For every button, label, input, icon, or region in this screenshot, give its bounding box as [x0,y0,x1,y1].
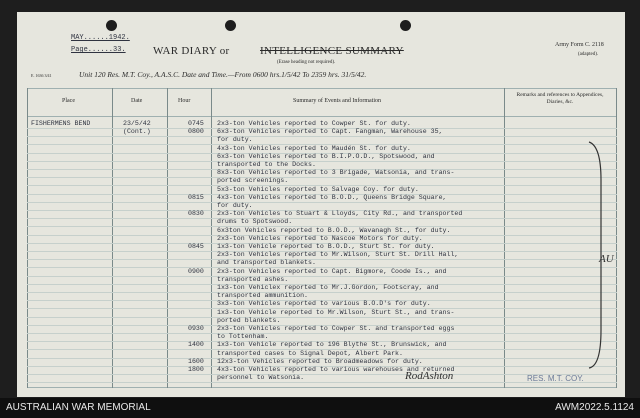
col-header-remarks: Remarks and references to Appendices, Diaries, &c. [516,92,604,105]
entry-summary: and transported blankets. [217,259,316,267]
entry-summary: for duty. [217,202,253,209]
punch-hole [400,20,411,31]
row-rule [27,333,617,334]
col-header-place: Place [62,98,75,104]
column-divider [504,88,505,388]
diary-page [17,12,625,397]
entry-summary: 4x3-ton Vehicles reported to Maudén St. for duty. [217,144,411,152]
column-divider [211,88,212,388]
archive-footer [0,398,640,418]
entry-summary: 4x3-ton Vehicles reported to B.O.D., Queens Bridge Square, [217,193,447,201]
entry-place: FISHERMENS BEND [31,120,91,127]
footer-institution: AUSTRALIAN WAR MEMORIAL [6,402,151,413]
army-form: Army Form C. 2118 [555,42,604,48]
entry-hour: 0745 [188,120,204,127]
entry-summary: 2x3-ton Vehicles reported to Mr.Wilson, Sturt St. Drill Hall, [217,251,459,259]
entry-date: 23/5/42 [123,120,151,127]
row-rule [27,161,617,162]
entry-summary: 1x3-ton Vehiclex reported to Mr.J.Gordon, Footscray, and [217,284,439,291]
entry-hour: 1800 [188,366,204,373]
subtitle: (Erase heading not required). [277,60,336,65]
entry-summary: 6x3-ton Vehicles reported to B.I.P.O.D., Spotswood, and [217,152,435,160]
title-war-diary: WAR DIARY or [153,45,230,57]
entry-hour: 0815 [188,193,204,201]
entry-summary: 2x3-ton Vehicles reported to Capt. Bigmore, Coode Is., and [217,267,447,275]
entry-summary: 3x3-ton Vehicles reported to various B.O.D's for duty. [217,300,431,308]
entry-summary: 6x3-ton Vehicles reported to Capt. Fangman, Warehouse 35, [217,128,443,136]
entry-summary: 2x3-ton Vehicles to Stuart & Lloyds, City Rd., and transported [217,210,463,218]
entry-summary: 2x3-ton Vehicles reported to Cowper St. for duty. [217,120,411,127]
entry-summary: personnel to Watsonia. [217,374,305,382]
entry-summary: 2x3-ton Vehicles reported to Nascoe Motors for duty. [217,234,423,242]
entry-summary: 2x3-ton Vehicles reported to Cowper St. and transported eggs [217,325,455,332]
entry-hour: 0930 [188,325,204,332]
entry-hour: 0900 [188,267,204,275]
remarks-initials: AU [599,253,614,265]
entry-summary: to Tottenham. [217,333,269,341]
entry-date: (Cont.) [123,128,151,136]
entry-summary: transported ashes. [217,275,289,283]
unit-line: Unit 120 Res. M.T. Coy., A.A.S.C. Date and Time.—From 0600 hrs.1/5/42 To 2359 hrs. 31/5/42. [79,70,367,79]
month-field: MAY......1942. [71,34,130,42]
entry-summary: transported cases to Signal Depot, Albert Park. [217,349,403,357]
entry-hour: 1400 [188,341,204,349]
table-top-border [27,88,617,89]
header-divider [27,116,617,117]
row-rule [27,317,617,318]
entry-summary: 4x3-ton Vehicles reported to various warehouses and returned [217,366,455,373]
diary-table [27,88,617,388]
punch-hole [225,20,236,31]
signature: RodAshton [405,370,454,382]
row-rule [27,177,617,178]
entry-summary: transported to the Docks. [217,161,316,168]
column-divider [112,88,113,388]
entry-hour: 0800 [188,128,204,136]
column-divider [167,88,168,388]
col-header-summary: Summary of Events and Information [293,98,381,104]
entry-summary: ported screenings. [217,177,289,185]
entry-summary: 5x3-ton Vehicles reported to Salvage Coy. for duty. [217,185,419,193]
entry-summary: transported ammunition. [217,292,309,300]
row-rule [27,276,617,277]
page-field: Page......33. [71,46,126,54]
unit-stamp: RES. M.T. COY. [527,374,584,383]
entry-hour: 0830 [188,210,204,218]
row-rule [27,202,617,203]
punch-hole [106,20,117,31]
adapted-label: (adapted). [578,52,599,57]
footer-accession-number: AWM2022.5.1124 [555,402,634,413]
entry-summary: 8x3-ton Vehicles reported to 3 Brigade, Watsonia, and trans- [217,169,455,177]
row-rule [27,218,617,219]
entry-summary: ported blankets. [217,316,281,324]
entry-summary: 1x3-ton Vehicle reported to B.O.D., Sturt St. for duty. [217,243,435,250]
entry-summary: 1x3-ton Vehicle reported to Mr.Wilson, Sturt St., and trans- [217,308,455,316]
entry-summary: 12x3-ton Vehicles reported to Broadmeadows for duty. [217,357,423,365]
row-rule [27,292,617,293]
entry-summary: for duty. [217,136,253,144]
entry-summary: 1x3-ton Vehicle reported to 196 Blythe St., Brunswick, and [217,341,447,349]
entry-summary: 6x3ton Vehicles reported to B.O.D., Wavanagh St., for duty. [217,226,451,234]
col-header-hour: Hour [178,98,191,104]
title-intelligence-summary: INTELLIGENCE SUMMARY [260,45,404,57]
column-divider [616,88,617,388]
entry-hour: 1600 [188,357,204,365]
col-header-date: Date [131,98,143,104]
column-divider [27,88,28,388]
row-rule [27,259,617,260]
entry-summary: drums to Spotswood. [217,218,293,226]
table-bottom-border [27,387,617,388]
form-code: E. 1636 3/41 [31,73,52,78]
row-rule [27,136,617,137]
entry-hour: 0845 [188,243,204,250]
